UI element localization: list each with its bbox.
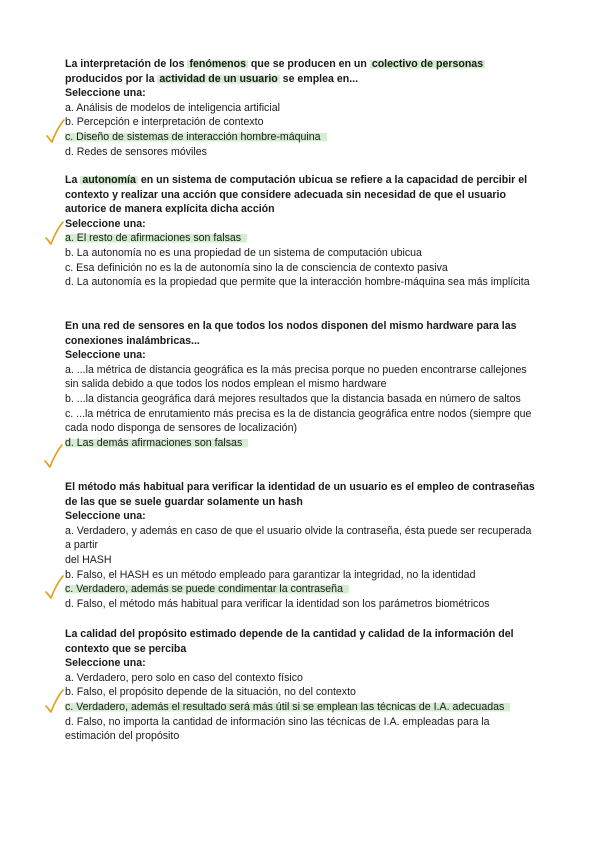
question-3-option-d xyxy=(65,436,535,451)
question-2-option-d: d. La autonomía es la propiedad que permite que la interacción hombre-máquina sea más implícita xyxy=(65,276,530,289)
question-4-option-c xyxy=(65,582,535,597)
question-4 xyxy=(65,480,535,611)
question-3 xyxy=(65,319,535,450)
question-5-option-d: d. Falso, no importa la cantidad de información sino las técnicas de I.A. empleadas para la estimación del propósito xyxy=(65,715,490,743)
correct-answer-highlight: a. El resto de afirmaciones son falsas xyxy=(65,232,247,244)
question-3-stem: En una red de sensores en la que todos los nodos disponen del mismo hardware para las conexiones inalámbricas... xyxy=(65,320,517,347)
question-2-option-c: c. Esa definición no es la de autonomía sino la de consciencia de contexto pasiva xyxy=(65,261,448,274)
highlight: fenómenos xyxy=(189,58,246,70)
checkmark-icon xyxy=(42,443,64,469)
highlight: autonomía xyxy=(82,174,136,186)
checkmark-icon xyxy=(43,220,65,246)
question-4-stem: El método más habitual para verificar la identidad de un usuario es el empleo de contraseñas de las que se suele guardar solamente un hash xyxy=(65,481,535,508)
question-1-option-b: b. Percepción e interpretación de contexto xyxy=(65,116,264,129)
question-2-option-b: b. La autonomía no es una propiedad de un sistema de computación ubicua xyxy=(65,246,422,259)
correct-answer-highlight: d. Las demás afirmaciones son falsas xyxy=(65,437,248,449)
highlight: actividad de un usuario xyxy=(159,72,278,85)
highlight: colectivo de personas xyxy=(371,58,484,70)
question-2-stem: La autonomía en un sistema de computación ubicua se refiere a la capacidad de percibir el contexto y realizar una acción que considere adecuada sin necesidad de que el usuario autorice de manera explícita dicha acción xyxy=(65,174,528,216)
question-1-prompt: Seleccione una: xyxy=(65,87,146,100)
question-4-option-a-cont: del HASH xyxy=(65,553,112,566)
correct-answer-highlight: c. Verdadero, además el resultado será más útil si se emplean las técnicas de I.A. adecuadas xyxy=(65,701,510,713)
question-2-prompt: Seleccione una: xyxy=(65,217,146,230)
checkmark-icon xyxy=(43,574,65,600)
checkmark-icon xyxy=(44,118,66,144)
question-3-prompt: Seleccione una: xyxy=(65,349,146,362)
question-4-option-a: a. Verdadero, y además en caso de que el usuario olvide la contraseña, ésta puede ser recuperada a partir xyxy=(65,524,532,552)
question-4-prompt: Seleccione una: xyxy=(65,510,146,523)
checkmark-icon xyxy=(43,688,65,714)
question-5-option-c xyxy=(65,700,535,715)
question-4-option-d: d. Falso, el método más habitual para verificar la identidad son los parámetros biométricos xyxy=(65,597,490,610)
question-5-option-b: b. Falso, el propósito depende de la situación, no del contexto xyxy=(65,686,356,699)
question-1 xyxy=(65,57,535,159)
question-3-option-b: b. ...la distancia geográfica dará mejores resultados que la distancia basada en número de saltos xyxy=(65,392,521,405)
question-1-option-d: d. Redes de sensores móviles xyxy=(65,145,207,158)
correct-answer-highlight: c. Verdadero, además se puede condimentar la contraseña xyxy=(65,583,349,595)
question-5-prompt: Seleccione una: xyxy=(65,657,146,670)
question-5-stem: La calidad del propósito estimado depende de la cantidad y calidad de la información del contexto que se perciba xyxy=(65,628,514,655)
question-3-option-a: a. ...la métrica de distancia geográfica es la más precisa porque no pueden encontrarse callejones sin salida debido a que todos los nodos emplean el mismo hardware xyxy=(65,363,527,391)
question-2-option-a xyxy=(65,231,535,246)
question-2 xyxy=(65,173,535,290)
question-1-option-c xyxy=(65,130,535,145)
correct-answer-highlight: c. Diseño de sistemas de interacción hombre-máquina xyxy=(65,131,327,143)
question-4-option-b: b. Falso, el HASH es un método empleado para garantizar la integridad, no la identidad xyxy=(65,568,476,581)
question-5 xyxy=(65,627,535,744)
question-1-stem: La interpretación de los fenómenos que se producen en un colectivo de personas producidos por la actividad de un usuario se emplea en... xyxy=(65,58,484,85)
question-1-option-a: a. Análisis de modelos de inteligencia artificial xyxy=(65,101,280,114)
question-5-option-a: a. Verdadero, pero solo en caso del contexto físico xyxy=(65,671,303,684)
question-3-option-c: c. ...la métrica de enrutamiento más precisa es la de distancia geográfica entre nodos (siempre que cada nodo disponga de sensores de localización) xyxy=(65,407,532,435)
